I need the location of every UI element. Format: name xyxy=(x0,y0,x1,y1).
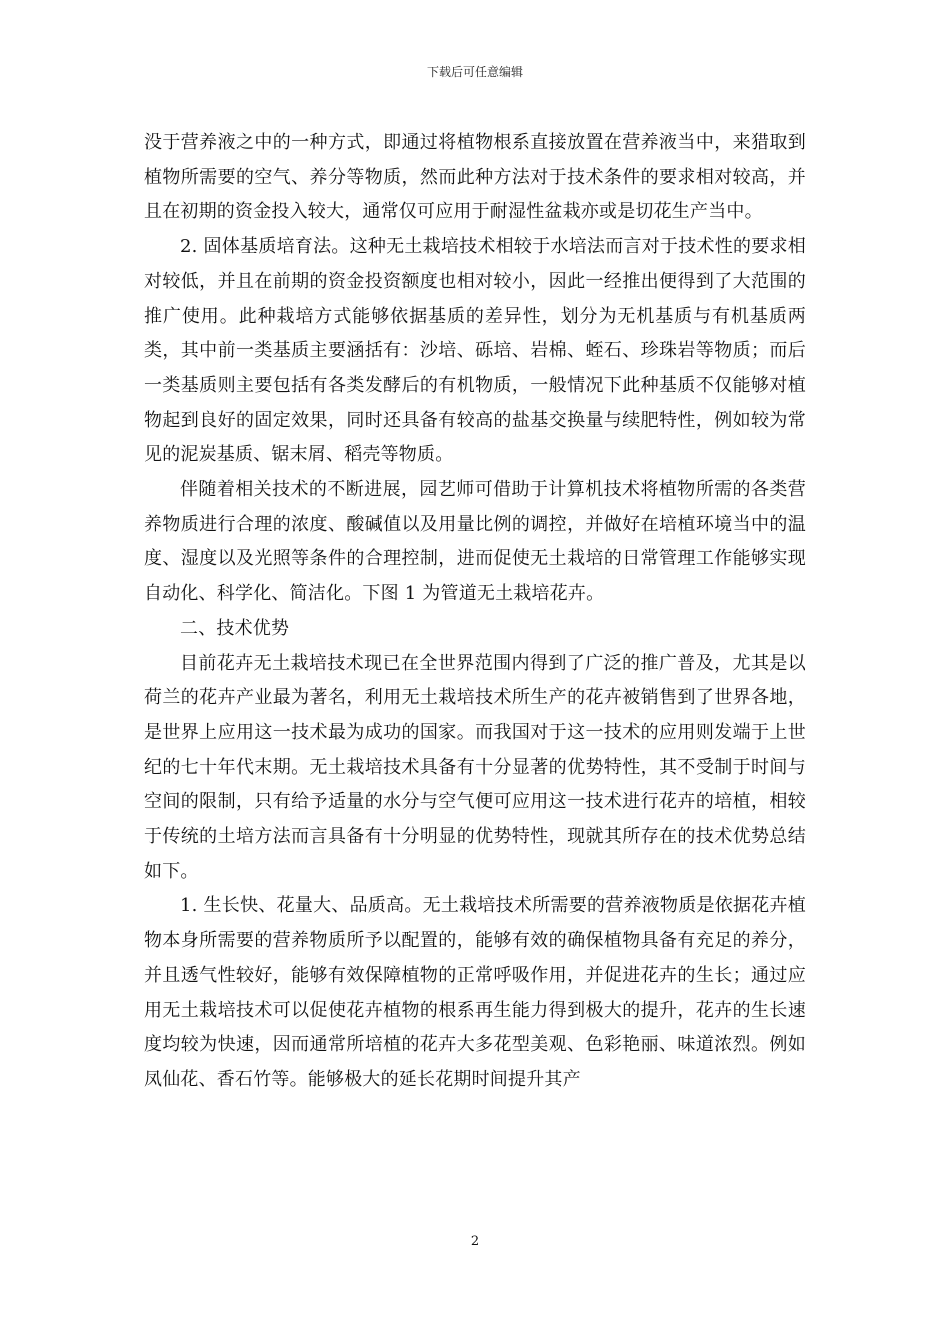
paragraph-solid-substrate: 2. 固体基质培育法。这种无土栽培技术相较于水培法而言对于技术性的要求相对较低，并且在前期的资金投资额度也相对较小，因此一经推出便得到了大范围的推广使用。此种栽培方式能够依据基质的差异性，划分为无机基质与有机基质两类，其中前一类基质主要涵括有：沙培、砾培、岩棉、蛭石、珍珠岩等物质；而后一类基质则主要包括有各类发酵后的有机物质，一般情况下此种基质不仅能够对植物起到良好的固定效果，同时还具备有较高的盐基交换量与续肥特性，例如较为常见的泥炭基质、锯末屑、稻壳等物质。 xyxy=(144,236,806,466)
paragraph-continued: 没于营养液之中的一种方式，即通过将植物根系直接放置在营养液当中，来猎取到植物所需要的空气、养分等物质，然而此种方法对于技术条件的要求相对较高，并且在初期的资金投入较大，通常仅可应用于耐湿性盆栽亦或是切花生产当中。 xyxy=(144,132,806,223)
paragraph-global-adoption: 目前花卉无土栽培技术现已在全世界范围内得到了广泛的推广普及，尤其是以荷兰的花卉产业最为著名，利用无土栽培技术所生产的花卉被销售到了世界各地，是世界上应用这一技术最为成功的国家。而我国对于这一技术的应用则发端于上世纪的七十年代末期。无土栽培技术具备有十分显著的优势特性，其不受制于时间与空间的限制，只有给予适量的水分与空气便可应用这一技术进行花卉的培植，相较于传统的土培方法而言具备有十分明显的优势特性，现就其所存在的技术优势总结如下。 xyxy=(144,652,806,882)
page-header: 下载后可任意编辑 xyxy=(426,65,523,79)
page-number: 2 xyxy=(470,1234,480,1249)
paragraph-growth-advantage: 1. 生长快、花量大、品质高。无土栽培技术所需要的营养液物质是依据花卉植物本身所需要的营养物质所予以配置的，能够有效的确保植物具备有充足的养分，并且透气性较好，能够有效保障植物的正常呼吸作用，并促进花卉的生长；通过应用无土栽培技术可以促使花卉植物的根系再生能力得到极大的提升，花卉的生长速度均较为快速，因而通常所培植的花卉大多花型美观、色彩艳丽、味道浓烈。例如凤仙花、香石竹等。能够极大的延长花期时间提升其产 xyxy=(144,895,806,1090)
paragraph-technology-development: 伴随着相关技术的不断进展，园艺师可借助于计算机技术将植物所需的各类营养物质进行合理的浓度、酸碱值以及用量比例的调控，并做好在培植环境当中的温度、湿度以及光照等条件的合理控制，进而促使无土栽培的日常管理工作能够实现自动化、科学化、简洁化。下图 1 为管道无土栽培花卉。 xyxy=(144,479,806,605)
section-heading-advantages: 二、技术优势 xyxy=(180,617,290,639)
document-body xyxy=(144,126,806,1098)
